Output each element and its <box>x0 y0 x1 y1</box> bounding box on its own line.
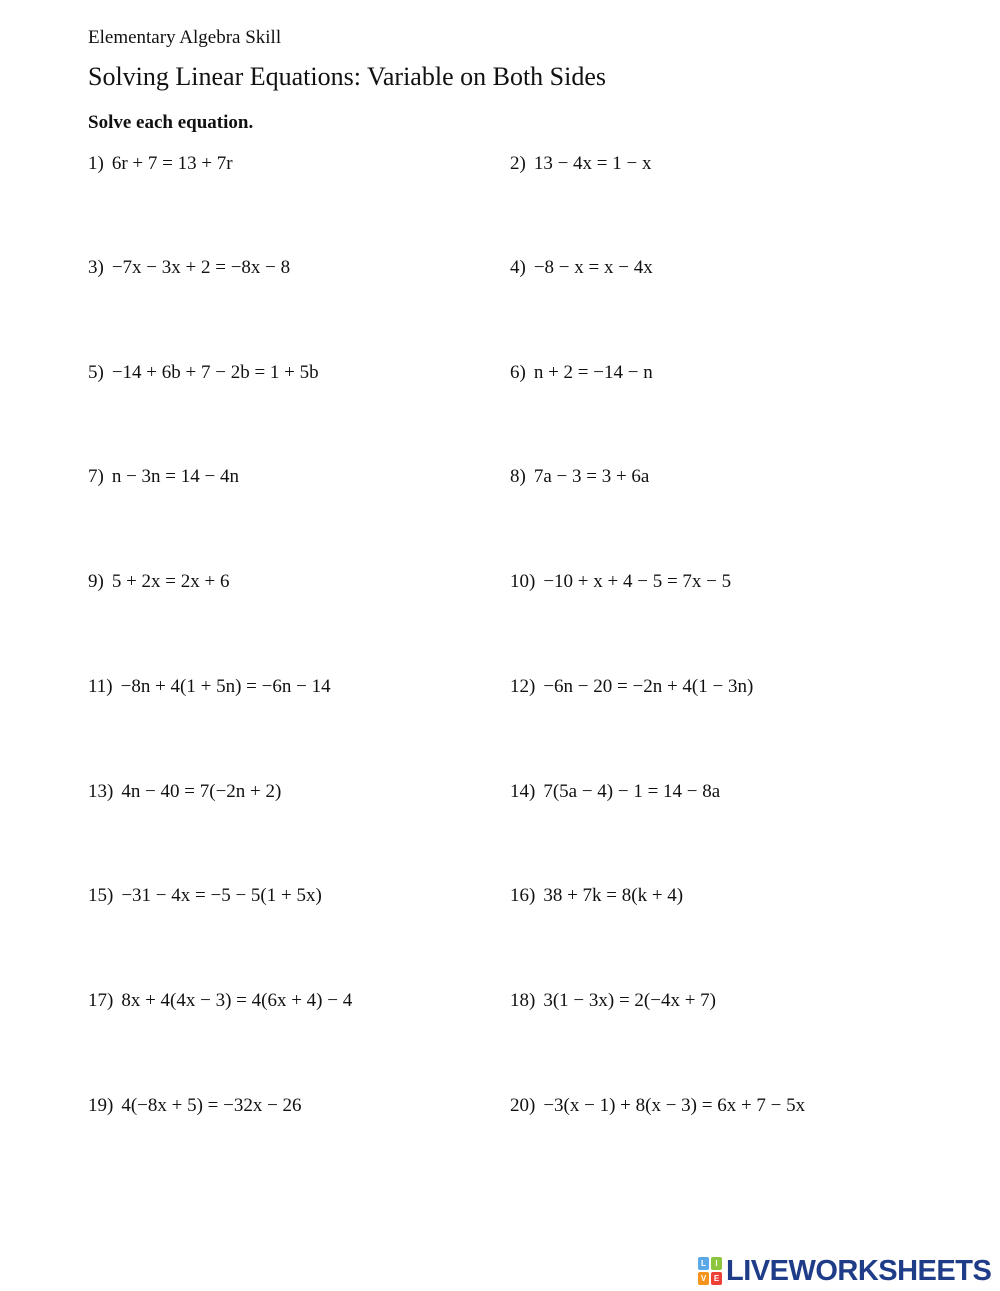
problem-8 <box>510 466 649 488</box>
problem-number: 2) <box>510 153 526 174</box>
problem-equation: 4n − 40 = 7(−2n + 2) <box>121 781 282 802</box>
problem-number: 3) <box>88 257 104 278</box>
problem-number: 17) <box>88 990 114 1011</box>
problem-number: 15) <box>88 885 114 906</box>
problem-number: 14) <box>510 781 536 802</box>
problem-20 <box>510 1095 805 1117</box>
problem-number: 20) <box>510 1095 536 1116</box>
problem-equation: −31 − 4x = −5 − 5(1 + 5x) <box>121 885 322 906</box>
problem-equation: −8n + 4(1 + 5n) = −6n − 14 <box>120 676 331 697</box>
problem-equation: 3(1 − 3x) = 2(−4x + 7) <box>543 990 716 1011</box>
problem-13 <box>88 781 281 803</box>
problem-3 <box>88 257 290 279</box>
problem-equation: 4(−8x + 5) = −32x − 26 <box>121 1095 302 1116</box>
problem-number: 10) <box>510 571 536 592</box>
problem-number: 19) <box>88 1095 114 1116</box>
problem-number: 6) <box>510 362 526 383</box>
problem-equation: −8 − x = x − 4x <box>533 257 653 278</box>
problem-1 <box>88 153 233 175</box>
problem-number: 18) <box>510 990 536 1011</box>
problem-equation: 5 + 2x = 2x + 6 <box>111 571 230 592</box>
problem-18 <box>510 990 716 1012</box>
problem-equation: 13 − 4x = 1 − x <box>533 153 652 174</box>
problem-17 <box>88 990 352 1012</box>
problem-number: 13) <box>88 781 114 802</box>
logo-blocks-icon <box>698 1257 722 1285</box>
problem-11 <box>88 676 331 698</box>
problem-15 <box>88 885 322 907</box>
instructions: Solve each equation. <box>88 112 254 133</box>
logo-block-e: E <box>711 1272 722 1285</box>
problem-number: 5) <box>88 362 104 383</box>
problem-number: 7) <box>88 466 104 487</box>
worksheet-header: Elementary Algebra Skill <box>88 27 282 48</box>
logo-block-l: L <box>698 1257 709 1270</box>
problem-number: 12) <box>510 676 536 697</box>
problem-14 <box>510 781 720 803</box>
problem-equation: −14 + 6b + 7 − 2b = 1 + 5b <box>111 362 319 383</box>
problem-equation: −6n − 20 = −2n + 4(1 − 3n) <box>543 676 754 697</box>
problem-equation: 8x + 4(4x − 3) = 4(6x + 4) − 4 <box>121 990 353 1011</box>
problem-2 <box>510 153 651 175</box>
problem-12 <box>510 676 753 698</box>
problem-equation: 38 + 7k = 8(k + 4) <box>543 885 684 906</box>
problem-number: 11) <box>88 676 113 697</box>
problem-equation: n + 2 = −14 − n <box>533 362 653 383</box>
logo-block-v: V <box>698 1272 709 1285</box>
problem-19 <box>88 1095 302 1117</box>
worksheet-title: Solving Linear Equations: Variable on Both Sides <box>88 62 607 91</box>
problem-4 <box>510 257 653 279</box>
problem-16 <box>510 885 683 907</box>
problem-number: 9) <box>88 571 104 592</box>
problem-6 <box>510 362 653 384</box>
problem-number: 4) <box>510 257 526 278</box>
problem-7 <box>88 466 239 488</box>
problem-equation: −7x − 3x + 2 = −8x − 8 <box>111 257 291 278</box>
problem-number: 8) <box>510 466 526 487</box>
problem-10 <box>510 571 731 593</box>
problem-equation: −3(x − 1) + 8(x − 3) = 6x + 7 − 5x <box>543 1095 806 1116</box>
liveworksheets-logo <box>698 1256 991 1286</box>
problem-equation: 7a − 3 = 3 + 6a <box>533 466 650 487</box>
problem-number: 16) <box>510 885 536 906</box>
logo-text: LIVEWORKSHEETS <box>726 1254 992 1287</box>
problem-5 <box>88 362 319 384</box>
problem-9 <box>88 571 229 593</box>
problem-equation: n − 3n = 14 − 4n <box>111 466 239 487</box>
problem-equation: −10 + x + 4 − 5 = 7x − 5 <box>543 571 732 592</box>
problem-number: 1) <box>88 153 104 174</box>
problem-equation: 6r + 7 = 13 + 7r <box>111 153 233 174</box>
problem-equation: 7(5a − 4) − 1 = 14 − 8a <box>543 781 721 802</box>
logo-block-i: I <box>711 1257 722 1270</box>
